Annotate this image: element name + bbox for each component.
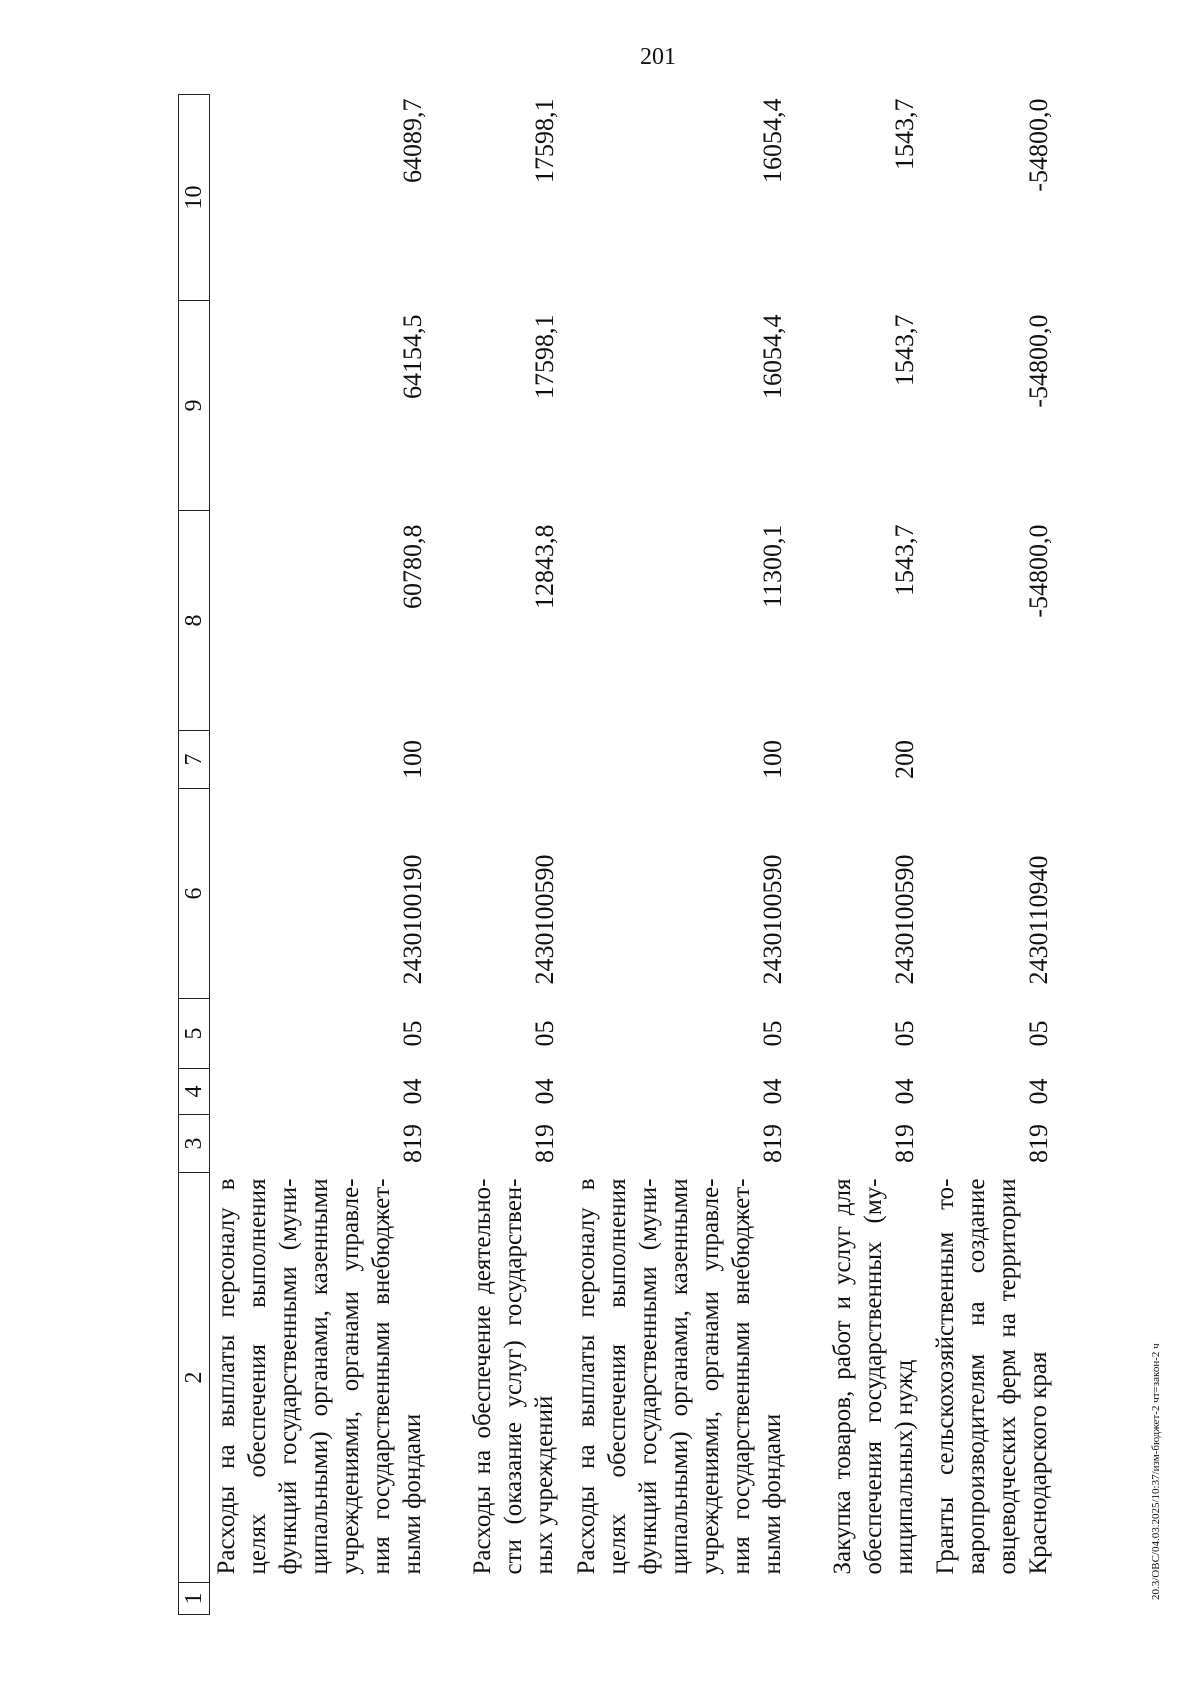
header-col-1: 1 [179,1583,210,1615]
cell-col5: 05 [890,1020,919,1047]
cell-col4: 04 [758,1078,787,1105]
table-row [798,95,930,1615]
cell-col5: 05 [530,1020,559,1047]
header-col-10: 10 [179,95,210,301]
table-row [570,95,798,1615]
cell-description: Расходы на выплаты персоналу в целях обеспечения выполнения функций государственными (муни-ципальными) органами, казенными учреждениями, органами управле-ния государственными внебюджет-ными фондами [213,1178,426,1575]
rotated-table-container [178,95,1138,1615]
cell-col9: 17598,1 [530,314,559,399]
cell-col1 [570,1583,798,1615]
cell-col6: 2430110940 [1024,855,1053,985]
cell-col3: 819 [398,1124,427,1163]
cell-col8: -54800,0 [1024,524,1053,618]
header-col-3: 3 [179,1115,210,1173]
table-row [438,95,570,1615]
cell-col10: 16054,4 [758,98,787,183]
cell-col4: 04 [1024,1078,1053,1105]
cell-description: Расходы на выплаты персоналу в целях обеспечения выполнения функций государственными (муни-ципальными) органами, казенными учреждениями, органами управле-ния государственными внебюджет-ными фондами [573,1178,786,1575]
cell-col7: 100 [758,740,787,779]
cell-col1 [210,1583,439,1615]
cell-col4: 04 [530,1078,559,1105]
cell-col10: 64089,7 [398,98,427,183]
header-col-5: 5 [179,999,210,1069]
cell-col6: 2430100190 [398,854,427,985]
header-col-2: 2 [179,1173,210,1583]
cell-description: Гранты сельскохозяйственным то-варопроизводителям на создание овцеводческих ферм на территории Краснодарского края [932,1178,1052,1575]
cell-col8: 11300,1 [758,524,787,609]
cell-col6: 2430100590 [758,854,787,985]
budget-table [178,94,1064,1615]
cell-col7: 100 [398,740,427,779]
cell-col7 [930,731,1064,789]
cell-col7 [438,731,570,789]
footer-document-code: 20.3/ОВС/04.03.2025/10:37/изм-бюджет-2 чт=закон-2 ч [1150,1343,1162,1600]
header-col-7: 7 [179,731,210,789]
header-col-9: 9 [179,301,210,511]
cell-col4: 04 [398,1078,427,1105]
cell-col3: 819 [1024,1124,1053,1163]
cell-col5: 05 [758,1020,787,1047]
cell-col3: 819 [530,1124,559,1163]
table-header [179,95,210,1615]
cell-col3: 819 [758,1124,787,1163]
header-col-8: 8 [179,511,210,731]
cell-col9: 64154,5 [398,314,427,399]
cell-col8: 12843,8 [530,524,559,609]
table-row [930,95,1064,1615]
cell-col9: 16054,4 [758,314,787,399]
cell-col10: 17598,1 [530,98,559,183]
table-row [210,95,439,1615]
cell-description: Расходы на обеспечение деятельно-сти (оказание услуг) государствен-ных учреждений [469,1178,558,1575]
cell-col1 [798,1583,930,1615]
cell-col1 [930,1583,1064,1615]
cell-col6: 2430100590 [530,854,559,985]
cell-col3: 819 [890,1124,919,1163]
page-number: 201 [640,44,676,70]
cell-col9: 1543,7 [890,314,919,386]
cell-col9: -54800,0 [1024,314,1053,408]
header-col-6: 6 [179,789,210,999]
cell-col8: 1543,7 [890,524,919,596]
cell-description: Закупка товаров, работ и услуг для обеспечения государственных (му-ниципальных) нужд [829,1178,918,1575]
cell-col5: 05 [398,1020,427,1047]
cell-col10: 1543,7 [890,98,919,170]
cell-col8: 60780,8 [398,524,427,609]
cell-col6: 2430100590 [890,854,919,985]
header-col-4: 4 [179,1069,210,1115]
cell-col5: 05 [1024,1020,1053,1047]
cell-col7: 200 [890,740,919,779]
table-body [210,95,1065,1615]
cell-col10: -54800,0 [1024,98,1053,192]
cell-col1 [438,1583,570,1615]
cell-col4: 04 [890,1078,919,1105]
